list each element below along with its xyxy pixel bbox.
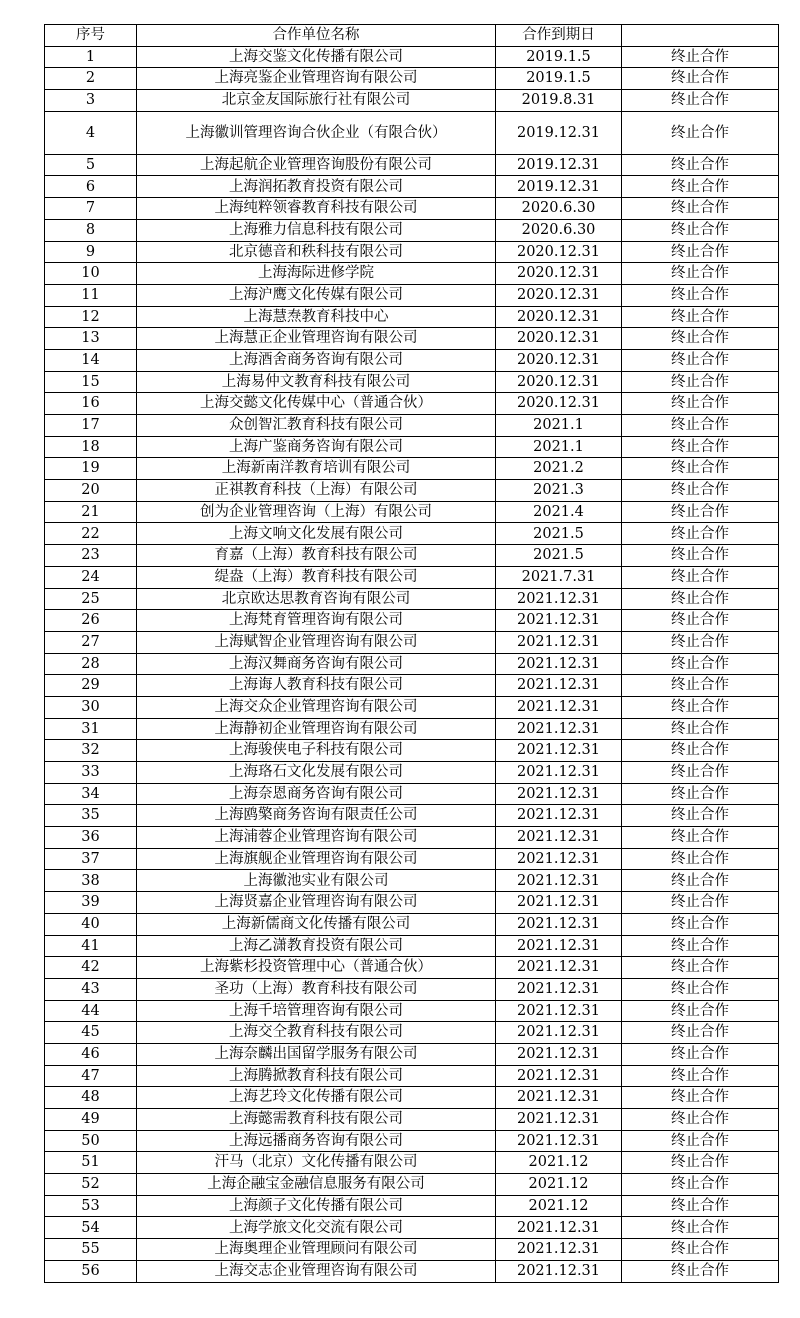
cell-seq: 25 — [45, 588, 137, 610]
cell-seq: 50 — [45, 1130, 137, 1152]
cell-expiry-date: 2021.12.31 — [496, 957, 622, 979]
cell-expiry-date: 2021.12.31 — [496, 610, 622, 632]
cell-status: 终止合作 — [622, 1087, 779, 1109]
cell-partner-name: 上海千培管理咨询有限公司 — [137, 1000, 496, 1022]
cell-partner-name: 正祺教育科技（上海）有限公司 — [137, 480, 496, 502]
cell-seq: 13 — [45, 328, 137, 350]
table-row — [45, 501, 779, 523]
cell-partner-name: 上海徽训管理咨询合伙企业（有限合伙） — [137, 111, 496, 154]
cell-status: 终止合作 — [622, 523, 779, 545]
cell-status: 终止合作 — [622, 631, 779, 653]
cell-status: 终止合作 — [622, 306, 779, 328]
cell-expiry-date: 2021.12.31 — [496, 1217, 622, 1239]
cell-status: 终止合作 — [622, 1022, 779, 1044]
table-row — [45, 653, 779, 675]
cell-expiry-date: 2021.12.31 — [496, 740, 622, 762]
cell-status: 终止合作 — [622, 545, 779, 567]
table-row — [45, 1217, 779, 1239]
cell-status: 终止合作 — [622, 371, 779, 393]
cell-expiry-date: 2021.12.31 — [496, 848, 622, 870]
cell-seq: 37 — [45, 848, 137, 870]
cell-status: 终止合作 — [622, 653, 779, 675]
table-row — [45, 371, 779, 393]
cell-seq: 11 — [45, 284, 137, 306]
table-row — [45, 523, 779, 545]
cell-seq: 26 — [45, 610, 137, 632]
cell-expiry-date: 2019.1.5 — [496, 68, 622, 90]
cell-partner-name: 上海赋智企业管理咨询有限公司 — [137, 631, 496, 653]
cell-seq: 41 — [45, 935, 137, 957]
table-row — [45, 848, 779, 870]
cell-partner-name: 上海奈麟出国留学服务有限公司 — [137, 1043, 496, 1065]
cell-expiry-date: 2021.12.31 — [496, 1260, 622, 1282]
cell-status: 终止合作 — [622, 328, 779, 350]
table-row — [45, 154, 779, 176]
cell-partner-name: 上海亮鉴企业管理咨询有限公司 — [137, 68, 496, 90]
cell-expiry-date: 2021.12.31 — [496, 1087, 622, 1109]
table-row — [45, 1130, 779, 1152]
table-row — [45, 176, 779, 198]
cell-partner-name: 上海交鉴文化传播有限公司 — [137, 46, 496, 68]
cell-partner-name: 上海旗舰企业管理咨询有限公司 — [137, 848, 496, 870]
cell-partner-name: 上海慧正企业管理咨询有限公司 — [137, 328, 496, 350]
cell-seq: 48 — [45, 1087, 137, 1109]
cell-partner-name: 上海珞石文化发展有限公司 — [137, 762, 496, 784]
table-row — [45, 762, 779, 784]
cell-status: 终止合作 — [622, 783, 779, 805]
cell-expiry-date: 2021.12.31 — [496, 978, 622, 1000]
cell-status: 终止合作 — [622, 957, 779, 979]
cell-status: 终止合作 — [622, 415, 779, 437]
cell-partner-name: 缇盎（上海）教育科技有限公司 — [137, 566, 496, 588]
cell-seq: 20 — [45, 480, 137, 502]
cell-seq: 2 — [45, 68, 137, 90]
cell-seq: 15 — [45, 371, 137, 393]
cell-partner-name: 上海诲人教育科技有限公司 — [137, 675, 496, 697]
cell-expiry-date: 2021.12 — [496, 1152, 622, 1174]
table-row — [45, 957, 779, 979]
cell-seq: 10 — [45, 263, 137, 285]
cell-partner-name: 上海浦蓉企业管理咨询有限公司 — [137, 827, 496, 849]
cell-status: 终止合作 — [622, 1152, 779, 1174]
table-row — [45, 198, 779, 220]
table-row — [45, 349, 779, 371]
cell-expiry-date: 2020.12.31 — [496, 393, 622, 415]
cell-expiry-date: 2021.3 — [496, 480, 622, 502]
header-seq: 序号 — [45, 25, 137, 47]
cell-status: 终止合作 — [622, 349, 779, 371]
cell-expiry-date: 2021.12.31 — [496, 588, 622, 610]
cell-expiry-date: 2021.5 — [496, 523, 622, 545]
cell-partner-name: 上海纯粹领睿教育科技有限公司 — [137, 198, 496, 220]
cell-partner-name: 上海乙潇教育投资有限公司 — [137, 935, 496, 957]
table-row — [45, 1043, 779, 1065]
table-row — [45, 1260, 779, 1282]
cell-partner-name: 上海润拓教育投资有限公司 — [137, 176, 496, 198]
cell-seq: 44 — [45, 1000, 137, 1022]
cell-seq: 29 — [45, 675, 137, 697]
header-status — [622, 25, 779, 47]
cell-seq: 28 — [45, 653, 137, 675]
cell-seq: 54 — [45, 1217, 137, 1239]
cell-seq: 6 — [45, 176, 137, 198]
cell-status: 终止合作 — [622, 458, 779, 480]
cell-expiry-date: 2021.12.31 — [496, 870, 622, 892]
cell-partner-name: 上海奈恩商务咨询有限公司 — [137, 783, 496, 805]
cell-status: 终止合作 — [622, 1043, 779, 1065]
cell-expiry-date: 2020.6.30 — [496, 219, 622, 241]
cell-seq: 34 — [45, 783, 137, 805]
cell-expiry-date: 2020.12.31 — [496, 263, 622, 285]
cell-expiry-date: 2021.12.31 — [496, 1130, 622, 1152]
cell-expiry-date: 2020.12.31 — [496, 306, 622, 328]
cell-status: 终止合作 — [622, 1130, 779, 1152]
cell-seq: 51 — [45, 1152, 137, 1174]
cell-seq: 17 — [45, 415, 137, 437]
cell-seq: 46 — [45, 1043, 137, 1065]
table-row — [45, 892, 779, 914]
cell-expiry-date: 2021.5 — [496, 545, 622, 567]
cell-expiry-date: 2021.12.31 — [496, 718, 622, 740]
table-row — [45, 935, 779, 957]
cell-expiry-date: 2021.7.31 — [496, 566, 622, 588]
cell-status: 终止合作 — [622, 740, 779, 762]
cell-partner-name: 上海慧焘教育科技中心 — [137, 306, 496, 328]
table-row — [45, 783, 779, 805]
cell-status: 终止合作 — [622, 566, 779, 588]
cell-seq: 39 — [45, 892, 137, 914]
cell-expiry-date: 2021.12.31 — [496, 1065, 622, 1087]
cell-seq: 49 — [45, 1109, 137, 1131]
table-row — [45, 306, 779, 328]
table-row — [45, 480, 779, 502]
cell-partner-name: 上海颜子文化传播有限公司 — [137, 1195, 496, 1217]
cell-status: 终止合作 — [622, 1239, 779, 1261]
cell-partner-name: 上海紫杉投资管理中心（普通合伙） — [137, 957, 496, 979]
table-row — [45, 393, 779, 415]
cell-partner-name: 上海梵育管理咨询有限公司 — [137, 610, 496, 632]
cell-partner-name: 汗马（北京）文化传播有限公司 — [137, 1152, 496, 1174]
cell-seq: 24 — [45, 566, 137, 588]
cell-status: 终止合作 — [622, 718, 779, 740]
cell-status: 终止合作 — [622, 1000, 779, 1022]
cell-status: 终止合作 — [622, 696, 779, 718]
cell-partner-name: 育嘉（上海）教育科技有限公司 — [137, 545, 496, 567]
table-row — [45, 566, 779, 588]
table-row — [45, 1174, 779, 1196]
table-row — [45, 978, 779, 1000]
cell-partner-name: 上海腾掀教育科技有限公司 — [137, 1065, 496, 1087]
cell-expiry-date: 2019.8.31 — [496, 90, 622, 112]
cell-status: 终止合作 — [622, 46, 779, 68]
cell-seq: 16 — [45, 393, 137, 415]
partner-table — [44, 24, 779, 1283]
cell-seq: 35 — [45, 805, 137, 827]
cell-partner-name: 上海学旅文化交流有限公司 — [137, 1217, 496, 1239]
cell-partner-name: 上海企融宝金融信息服务有限公司 — [137, 1174, 496, 1196]
cell-partner-name: 上海易仲文教育科技有限公司 — [137, 371, 496, 393]
cell-partner-name: 上海交众企业管理咨询有限公司 — [137, 696, 496, 718]
cell-partner-name: 上海交志企业管理咨询有限公司 — [137, 1260, 496, 1282]
cell-seq: 23 — [45, 545, 137, 567]
cell-partner-name: 上海徽池实业有限公司 — [137, 870, 496, 892]
cell-partner-name: 上海广鉴商务咨询有限公司 — [137, 436, 496, 458]
cell-status: 终止合作 — [622, 176, 779, 198]
cell-partner-name: 上海交懿文化传媒中心（普通合伙） — [137, 393, 496, 415]
table-row — [45, 805, 779, 827]
cell-seq: 38 — [45, 870, 137, 892]
table-row — [45, 1065, 779, 1087]
cell-status: 终止合作 — [622, 588, 779, 610]
cell-status: 终止合作 — [622, 154, 779, 176]
cell-status: 终止合作 — [622, 111, 779, 154]
cell-seq: 40 — [45, 913, 137, 935]
cell-partner-name: 北京金友国际旅行社有限公司 — [137, 90, 496, 112]
cell-partner-name: 北京欧达思教育咨询有限公司 — [137, 588, 496, 610]
cell-partner-name: 上海新南洋教育培训有限公司 — [137, 458, 496, 480]
cell-expiry-date: 2021.12.31 — [496, 1022, 622, 1044]
cell-status: 终止合作 — [622, 219, 779, 241]
cell-partner-name: 上海艺玲文化传播有限公司 — [137, 1087, 496, 1109]
cell-partner-name: 上海鸥檠商务咨询有限责任公司 — [137, 805, 496, 827]
table-row — [45, 913, 779, 935]
table-row — [45, 696, 779, 718]
table-row — [45, 415, 779, 437]
table-row — [45, 1087, 779, 1109]
cell-seq: 12 — [45, 306, 137, 328]
cell-seq: 56 — [45, 1260, 137, 1282]
cell-status: 终止合作 — [622, 805, 779, 827]
cell-status: 终止合作 — [622, 393, 779, 415]
cell-expiry-date: 2021.1 — [496, 415, 622, 437]
cell-seq: 31 — [45, 718, 137, 740]
cell-seq: 52 — [45, 1174, 137, 1196]
cell-partner-name: 圣功（上海）教育科技有限公司 — [137, 978, 496, 1000]
cell-seq: 3 — [45, 90, 137, 112]
cell-expiry-date: 2021.12.31 — [496, 892, 622, 914]
cell-seq: 36 — [45, 827, 137, 849]
cell-status: 终止合作 — [622, 675, 779, 697]
cell-partner-name: 北京德音和秩科技有限公司 — [137, 241, 496, 263]
cell-expiry-date: 2019.12.31 — [496, 176, 622, 198]
cell-expiry-date: 2020.12.31 — [496, 241, 622, 263]
cell-seq: 47 — [45, 1065, 137, 1087]
cell-expiry-date: 2020.12.31 — [496, 349, 622, 371]
cell-partner-name: 众创智汇教育科技有限公司 — [137, 415, 496, 437]
cell-status: 终止合作 — [622, 913, 779, 935]
cell-expiry-date: 2021.12.31 — [496, 1239, 622, 1261]
cell-status: 终止合作 — [622, 892, 779, 914]
cell-expiry-date: 2019.12.31 — [496, 111, 622, 154]
cell-seq: 7 — [45, 198, 137, 220]
cell-status: 终止合作 — [622, 263, 779, 285]
cell-status: 终止合作 — [622, 870, 779, 892]
cell-expiry-date: 2021.12.31 — [496, 783, 622, 805]
cell-status: 终止合作 — [622, 1065, 779, 1087]
cell-partner-name: 创为企业管理咨询（上海）有限公司 — [137, 501, 496, 523]
cell-status: 终止合作 — [622, 827, 779, 849]
cell-status: 终止合作 — [622, 935, 779, 957]
header-expiry-date: 合作到期日 — [496, 25, 622, 47]
cell-seq: 30 — [45, 696, 137, 718]
cell-seq: 19 — [45, 458, 137, 480]
table-row — [45, 284, 779, 306]
cell-seq: 18 — [45, 436, 137, 458]
table-row — [45, 90, 779, 112]
cell-expiry-date: 2021.12 — [496, 1174, 622, 1196]
cell-seq: 1 — [45, 46, 137, 68]
table-row — [45, 436, 779, 458]
cell-expiry-date: 2021.12.31 — [496, 675, 622, 697]
cell-expiry-date: 2021.12.31 — [496, 1109, 622, 1131]
cell-seq: 33 — [45, 762, 137, 784]
cell-status: 终止合作 — [622, 241, 779, 263]
cell-status: 终止合作 — [622, 1217, 779, 1239]
table-row — [45, 545, 779, 567]
cell-expiry-date: 2021.12.31 — [496, 935, 622, 957]
cell-expiry-date: 2020.12.31 — [496, 328, 622, 350]
cell-status: 终止合作 — [622, 68, 779, 90]
cell-status: 终止合作 — [622, 284, 779, 306]
table-row — [45, 68, 779, 90]
cell-partner-name: 上海海际进修学院 — [137, 263, 496, 285]
cell-partner-name: 上海交仝教育科技有限公司 — [137, 1022, 496, 1044]
table-row — [45, 588, 779, 610]
cell-status: 终止合作 — [622, 1109, 779, 1131]
table-row — [45, 1109, 779, 1131]
table-row — [45, 631, 779, 653]
cell-status: 终止合作 — [622, 436, 779, 458]
table-row — [45, 263, 779, 285]
table-row — [45, 1022, 779, 1044]
cell-expiry-date: 2021.12.31 — [496, 696, 622, 718]
cell-seq: 22 — [45, 523, 137, 545]
cell-status: 终止合作 — [622, 978, 779, 1000]
cell-partner-name: 上海懿需教育科技有限公司 — [137, 1109, 496, 1131]
cell-status: 终止合作 — [622, 610, 779, 632]
cell-partner-name: 上海雅力信息科技有限公司 — [137, 219, 496, 241]
cell-seq: 42 — [45, 957, 137, 979]
cell-expiry-date: 2021.4 — [496, 501, 622, 523]
cell-expiry-date: 2021.2 — [496, 458, 622, 480]
cell-partner-name: 上海起航企业管理咨询股份有限公司 — [137, 154, 496, 176]
cell-status: 终止合作 — [622, 1174, 779, 1196]
table-row — [45, 1239, 779, 1261]
cell-seq: 43 — [45, 978, 137, 1000]
cell-seq: 9 — [45, 241, 137, 263]
cell-seq: 53 — [45, 1195, 137, 1217]
header-row — [45, 25, 779, 47]
cell-seq: 8 — [45, 219, 137, 241]
cell-partner-name: 上海酒舍商务咨询有限公司 — [137, 349, 496, 371]
cell-status: 终止合作 — [622, 1195, 779, 1217]
cell-seq: 32 — [45, 740, 137, 762]
cell-status: 终止合作 — [622, 198, 779, 220]
table-row — [45, 827, 779, 849]
table-row — [45, 870, 779, 892]
cell-seq: 21 — [45, 501, 137, 523]
table-row — [45, 219, 779, 241]
table-row — [45, 718, 779, 740]
cell-seq: 4 — [45, 111, 137, 154]
cell-expiry-date: 2020.6.30 — [496, 198, 622, 220]
cell-expiry-date: 2019.12.31 — [496, 154, 622, 176]
table-row — [45, 740, 779, 762]
cell-expiry-date: 2020.12.31 — [496, 284, 622, 306]
cell-partner-name: 上海文响文化发展有限公司 — [137, 523, 496, 545]
cell-status: 终止合作 — [622, 90, 779, 112]
cell-expiry-date: 2021.12.31 — [496, 762, 622, 784]
table-row — [45, 46, 779, 68]
cell-expiry-date: 2021.12.31 — [496, 913, 622, 935]
header-partner-name: 合作单位名称 — [137, 25, 496, 47]
cell-expiry-date: 2021.1 — [496, 436, 622, 458]
cell-seq: 5 — [45, 154, 137, 176]
cell-partner-name: 上海新儒商文化传播有限公司 — [137, 913, 496, 935]
cell-expiry-date: 2021.12.31 — [496, 1000, 622, 1022]
cell-status: 终止合作 — [622, 762, 779, 784]
table-row — [45, 241, 779, 263]
table-row — [45, 328, 779, 350]
cell-partner-name: 上海骏侠电子科技有限公司 — [137, 740, 496, 762]
table-row — [45, 610, 779, 632]
cell-partner-name: 上海奥理企业管理顾问有限公司 — [137, 1239, 496, 1261]
cell-status: 终止合作 — [622, 1260, 779, 1282]
cell-expiry-date: 2021.12.31 — [496, 631, 622, 653]
cell-partner-name: 上海汉舞商务咨询有限公司 — [137, 653, 496, 675]
table-row — [45, 1000, 779, 1022]
table-row — [45, 675, 779, 697]
cell-partner-name: 上海沪鹰文化传媒有限公司 — [137, 284, 496, 306]
cell-expiry-date: 2019.1.5 — [496, 46, 622, 68]
table-row — [45, 1195, 779, 1217]
cell-expiry-date: 2021.12.31 — [496, 1043, 622, 1065]
cell-status: 终止合作 — [622, 501, 779, 523]
cell-seq: 45 — [45, 1022, 137, 1044]
table-row — [45, 458, 779, 480]
cell-seq: 55 — [45, 1239, 137, 1261]
cell-seq: 27 — [45, 631, 137, 653]
cell-expiry-date: 2021.12.31 — [496, 805, 622, 827]
cell-expiry-date: 2021.12.31 — [496, 653, 622, 675]
table-row — [45, 111, 779, 154]
cell-partner-name: 上海静初企业管理咨询有限公司 — [137, 718, 496, 740]
cell-partner-name: 上海贤嘉企业管理咨询有限公司 — [137, 892, 496, 914]
cell-partner-name: 上海远播商务咨询有限公司 — [137, 1130, 496, 1152]
cell-expiry-date: 2021.12 — [496, 1195, 622, 1217]
cell-status: 终止合作 — [622, 480, 779, 502]
table-row — [45, 1152, 779, 1174]
cell-expiry-date: 2021.12.31 — [496, 827, 622, 849]
cell-status: 终止合作 — [622, 848, 779, 870]
cell-expiry-date: 2020.12.31 — [496, 371, 622, 393]
cell-seq: 14 — [45, 349, 137, 371]
